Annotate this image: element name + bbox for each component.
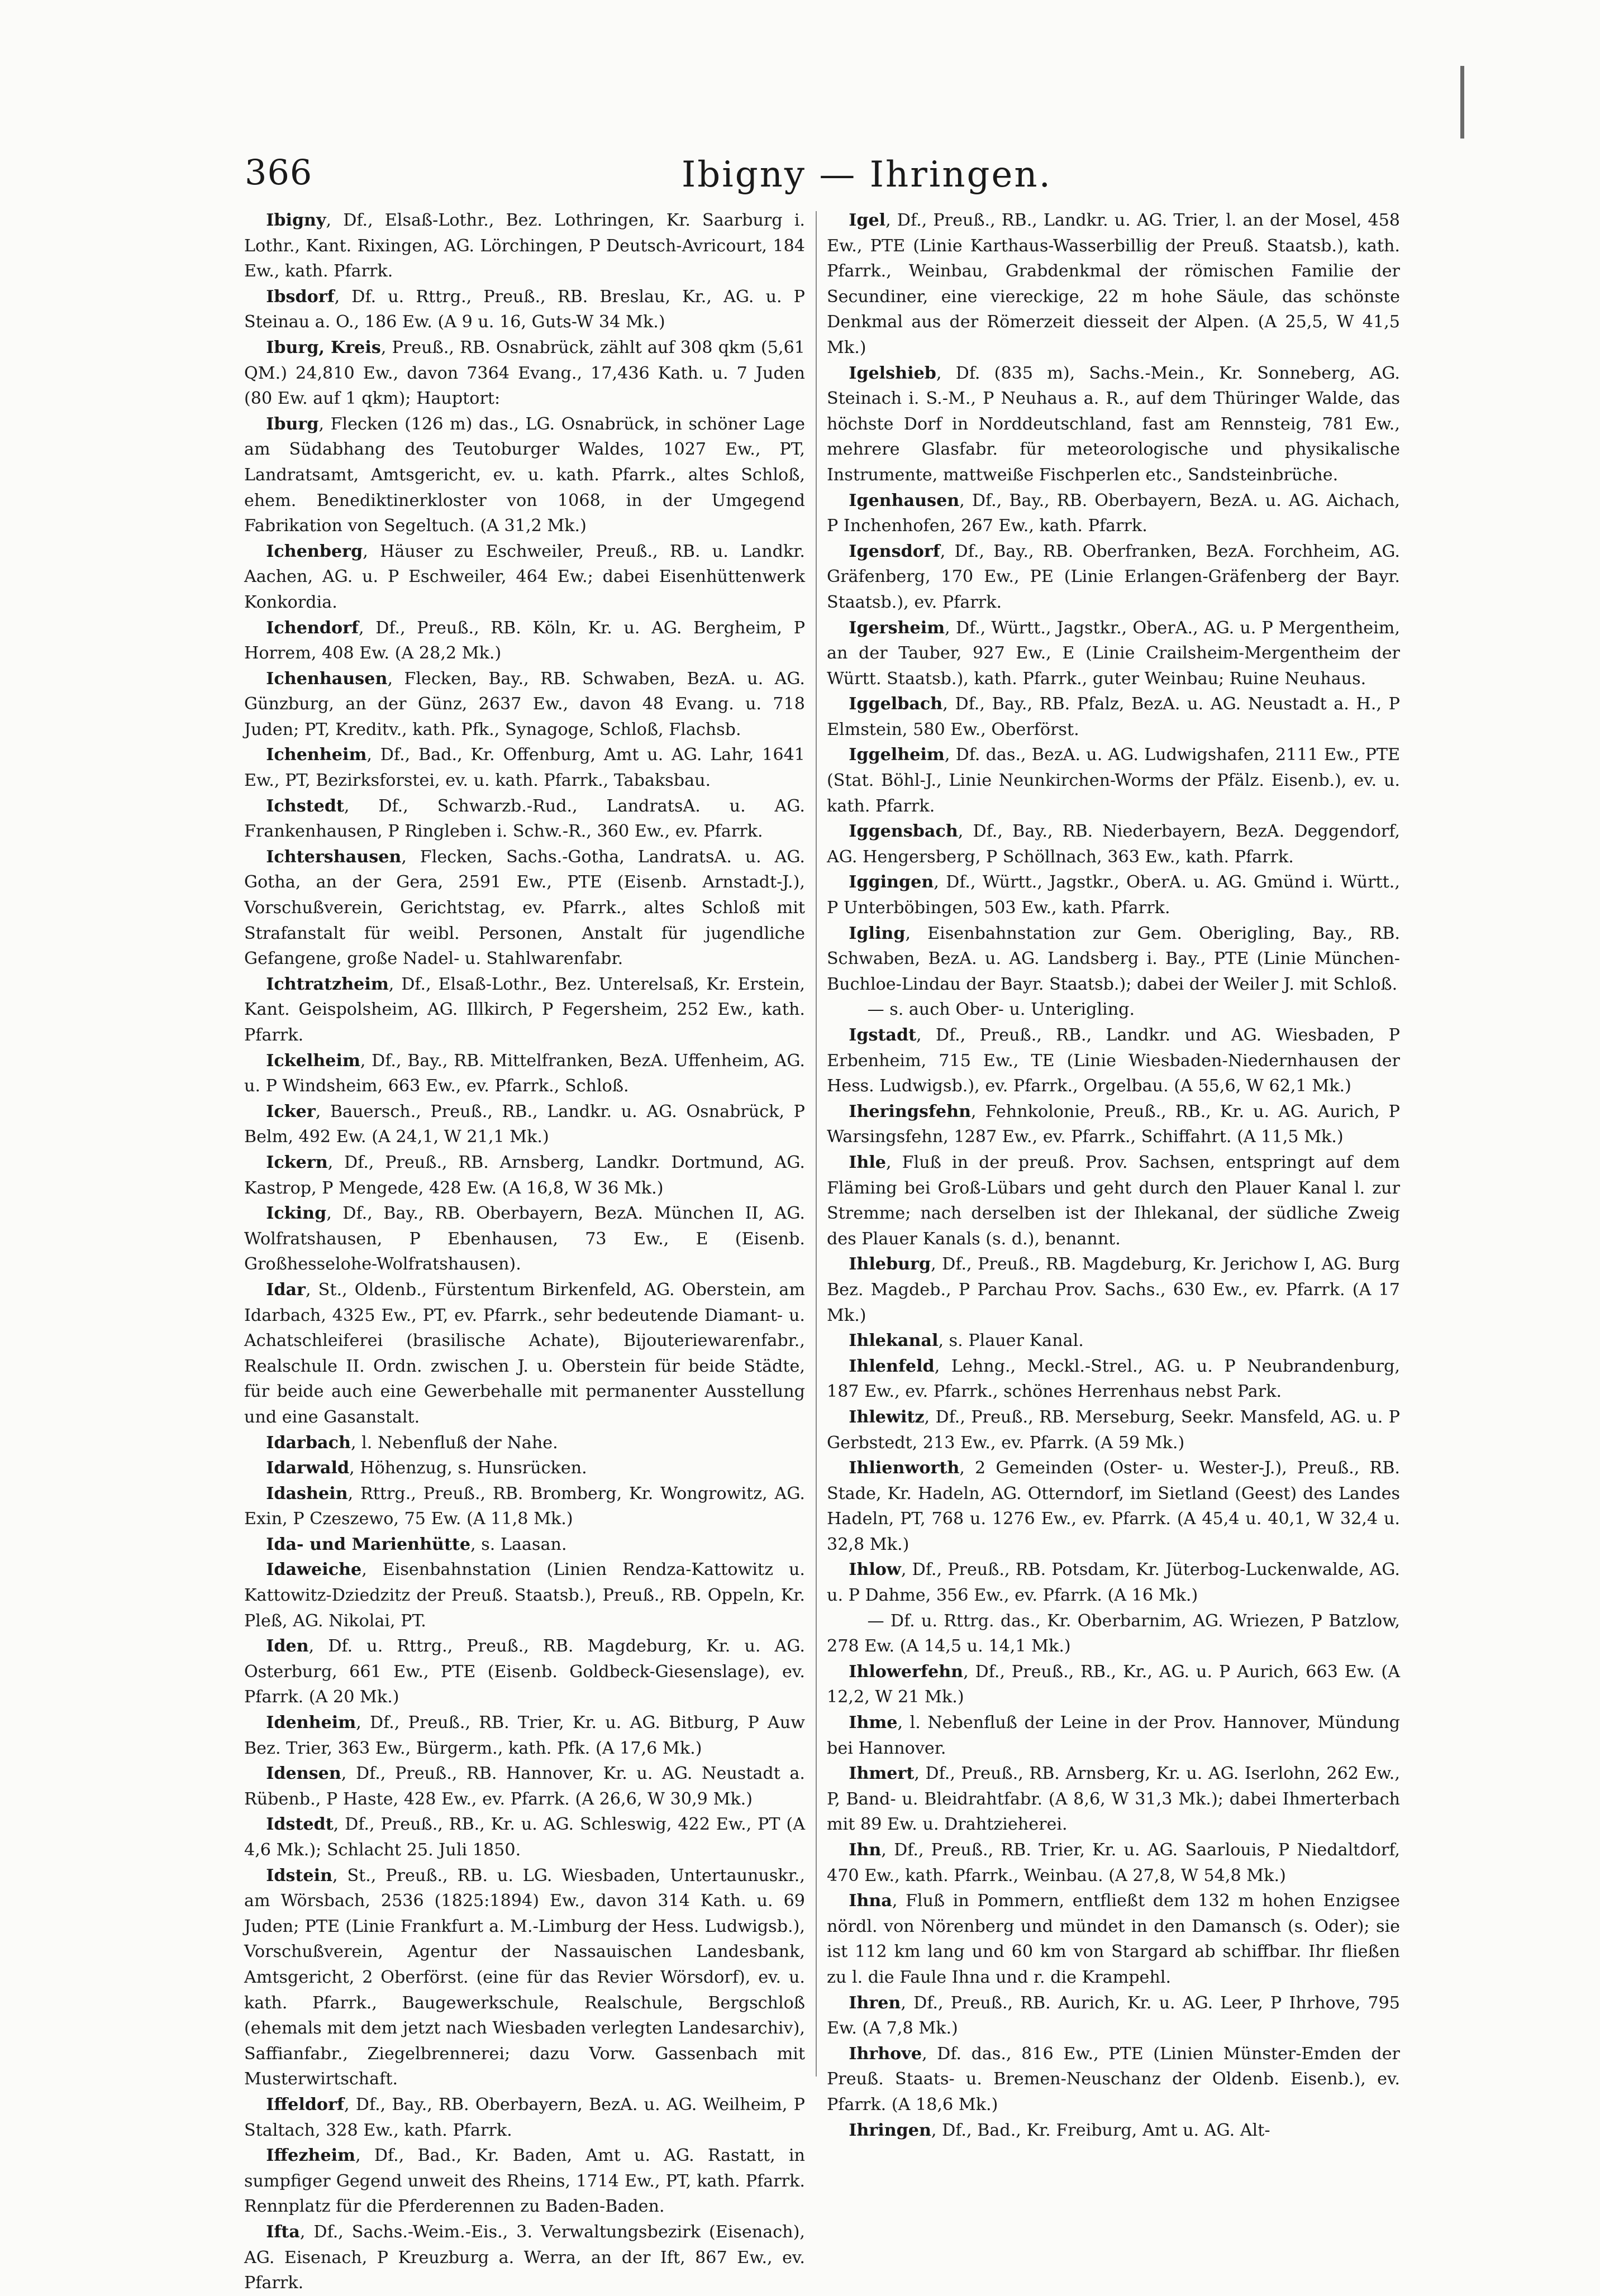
entry-headword: Ihn bbox=[849, 1840, 882, 1860]
entry-headword: Ichenheim bbox=[266, 745, 367, 765]
entry-headword: Igensdorf bbox=[849, 541, 940, 561]
dictionary-entry bbox=[827, 361, 1400, 488]
entry-text: , Df., Bay., RB. Mittelfranken, BezA. Uffenheim, AG. u. P Windsheim, 663 Ew., ev. Pfarrk., Schloß. bbox=[244, 1051, 805, 1096]
entry-text: , Df., Elsaß-Lothr., Bez. Lothringen, Kr. Saarburg i. Lothr., Kant. Rixingen, AG. Lörchingen, P Deutsch-Avricourt, 184 Ew., kath. Pfarrk. bbox=[244, 211, 805, 281]
entry-headword: Idarbach bbox=[266, 1433, 351, 1453]
entry-text: , s. Laasan. bbox=[470, 1534, 567, 1554]
dictionary-entry bbox=[244, 972, 805, 1048]
dictionary-entry bbox=[244, 1863, 805, 2092]
binding-margin-mark bbox=[1460, 66, 1464, 139]
dictionary-entry bbox=[827, 539, 1400, 615]
dictionary-entry bbox=[827, 1099, 1400, 1150]
entry-text: , Df., Bay., RB. Oberfranken, BezA. Forchheim, AG. Gräfenberg, 170 Ew., PE (Linie Erlangen-Gräfenberg der Bayr. Staatsb.), ev. Pfarrk. bbox=[827, 541, 1400, 612]
entry-text: , Flecken (126 m) das., LG. Osnabrück, in schöner Lage am Südabhang des Teutoburger Waldes, 1027 Ew., PT, Landratsamt, Amtsgericht, ev. u. kath. Pfarrk., altes Schloß, ehem. Benediktinerkloster von 1068, in der Umgegend Fabrikation von Segeltuch. (A 31,2 Mk.) bbox=[244, 414, 805, 536]
dictionary-entry bbox=[244, 794, 805, 844]
dictionary-entry bbox=[827, 1328, 1400, 1354]
dictionary-entry bbox=[244, 1277, 805, 1430]
entry-text: , Df., Bay., RB. Oberbayern, BezA. München II, AG. Wolfratshausen, P Ebenhausen, 73 Ew., E (Eisenb. Großhesselohe-Wolfratshausen). bbox=[244, 1204, 805, 1275]
dictionary-entry bbox=[827, 1405, 1400, 1455]
entry-headword: Idensen bbox=[266, 1764, 341, 1784]
entry-text: , Fluß in Pommern, entfließt dem 132 m hohen Enzigsee nördl. von Nörenberg und mündet in den Damansch (s. Oder); sie ist 112 km lang und 60 km von Stargard ab schiffbar. Ihr fließen zu l. die Faule Ihna und r. die Krampehl. bbox=[827, 1891, 1400, 1987]
entry-headword: Igstadt bbox=[849, 1025, 917, 1045]
running-head: Ibigny — Ihringen. bbox=[682, 154, 1052, 195]
entry-headword: Icking bbox=[266, 1204, 327, 1224]
dictionary-entry bbox=[827, 997, 1400, 1023]
entry-headword: Ickern bbox=[266, 1152, 328, 1172]
dictionary-entry bbox=[244, 1048, 805, 1099]
entry-text: , Df., Preuß., RB. Aurich, Kr. u. AG. Leer, P Ihrhove, 795 Ew. (A 7,8 Mk.) bbox=[827, 1993, 1400, 2039]
dictionary-entry bbox=[244, 1099, 805, 1150]
dictionary-entry bbox=[827, 1354, 1400, 1405]
entry-text: , Df., Preuß., RB., Landkr. u. AG. Trier, l. an der Mosel, 458 Ew., PTE (Linie Karthaus-Wasserbillig der Preuß. Staatsb.), kath. Pfarrk., Weinbau, Grabdenkmal der römischen Familie der Secundiner, eine viereckige, 22 m hohe Säule, das schönste Denkmal aus der Römerzeit diesseit der Alpen. (A 25,5, W 41,5 Mk.) bbox=[827, 211, 1400, 357]
entry-headword: Iburg bbox=[266, 414, 319, 434]
dictionary-entry bbox=[827, 1557, 1400, 1608]
entry-text: , Df., Preuß., RB. Merseburg, Seekr. Mansfeld, AG. u. P Gerbstedt, 213 Ew., ev. Pfarrk. (A 59 Mk.) bbox=[827, 1407, 1400, 1453]
entry-headword: Idenheim bbox=[266, 1713, 356, 1733]
entry-text: , Df., Württ., Jagstkr., OberA., AG. u. P Mergentheim, an der Tauber, 927 Ew., E (Linie Crailsheim-Mergentheim der Württ. Staatsb.), kath. Pfarrk., guter Weinbau; Ruine Neuhaus. bbox=[827, 618, 1400, 689]
dictionary-entry bbox=[827, 615, 1400, 692]
entry-headword: Ichstedt bbox=[266, 796, 344, 816]
entry-headword: Ibsdorf bbox=[266, 287, 335, 307]
entry-headword: Idstedt bbox=[266, 1815, 334, 1835]
dictionary-entry bbox=[827, 742, 1400, 819]
entry-text: , Df., Preuß., RB., Kr., AG. u. P Aurich, 663 Ew. (A 12,2, W 21 Mk.) bbox=[827, 1662, 1400, 1707]
entry-text: — Df. u. Rttrg. das., Kr. Oberbarnim, AG. Wriezen, P Batzlow, 278 Ew. (A 14,5 u. 14,1 Mk.) bbox=[827, 1611, 1400, 1657]
entry-headword: Idar bbox=[266, 1280, 306, 1300]
dictionary-entry bbox=[827, 921, 1400, 997]
dictionary-entry bbox=[244, 208, 805, 284]
entry-text: , Df. das., BezA. u. AG. Ludwigshafen, 2111 Ew., PTE (Stat. Böhl-J., Linie Neunkirchen-Worms der Pfälz. Eisenb.), ev. u. kath. Pfarrk. bbox=[827, 745, 1400, 816]
dictionary-entry bbox=[827, 2118, 1400, 2144]
entry-text: , 2 Gemeinden (Oster- u. Wester-J.), Preuß., RB. Stade, Kr. Hadeln, AG. Otterndorf, im Sietland (Geest) des Landes Hadeln, PT, 768 u. 1276 Ew., ev. Pfarrk. (A 45,4 u. 40,1, W 32,4 u. 32,8 Mk.) bbox=[827, 1458, 1400, 1554]
entry-headword: Iggelbach bbox=[849, 694, 943, 714]
left-column bbox=[244, 208, 805, 2296]
entry-headword: Iggingen bbox=[849, 872, 934, 892]
dictionary-entry bbox=[827, 1761, 1400, 1837]
dictionary-entry bbox=[244, 1481, 805, 1532]
entry-text: , Df., Preuß., RB., Landkr. und AG. Wiesbaden, P Erbenheim, 715 Ew., TE (Linie Wiesbaden-Niedernhausen der Hess. Ludwigsb.), ev. Pfarrk., Orgelbau. (A 55,6, W 62,1 Mk.) bbox=[827, 1025, 1400, 1096]
entry-text: , Bauersch., Preuß., RB., Landkr. u. AG. Osnabrück, P Belm, 492 Ew. (A 24,1, W 21,1 Mk.) bbox=[244, 1101, 805, 1147]
entry-headword: Ihrhove bbox=[849, 2044, 922, 2064]
dictionary-entry bbox=[827, 691, 1400, 742]
entry-text: , Df., Bay., RB. Oberbayern, BezA. u. AG. Weilheim, P Staltach, 328 Ew., kath. Pfarrk. bbox=[244, 2094, 805, 2140]
dictionary-entry bbox=[827, 1150, 1400, 1252]
entry-text: , Fehnkolonie, Preuß., RB., Kr. u. AG. Aurich, P Warsingsfehn, 1287 Ew., ev. Pfarrk., Schiffahrt. (A 11,5 Mk.) bbox=[827, 1101, 1400, 1147]
entry-text: , s. Plauer Kanal. bbox=[938, 1331, 1084, 1351]
dictionary-entry bbox=[244, 335, 805, 412]
dictionary-entry bbox=[244, 1761, 805, 1812]
entry-text: , Df., Preuß., RB. Hannover, Kr. u. AG. Neustadt a. Rübenb., P Haste, 428 Ew., ev. Pfarrk. (A 26,6, W 30,9 Mk.) bbox=[244, 1764, 805, 1809]
entry-headword: Igling bbox=[849, 923, 906, 943]
entry-text: , Df. u. Rttrg., Preuß., RB. Magdeburg, Kr. u. AG. Osterburg, 661 Ew., PTE (Eisenb. Goldbeck-Giesenslage), ev. Pfarrk. (A 20 Mk.) bbox=[244, 1636, 805, 1707]
dictionary-entry bbox=[244, 615, 805, 666]
entry-headword: Ifta bbox=[266, 2222, 300, 2242]
page-number: 366 bbox=[245, 152, 313, 193]
entry-headword: Idarwald bbox=[266, 1458, 350, 1478]
dictionary-entry bbox=[244, 2143, 805, 2219]
entry-text: , Df., Preuß., RB. Magdeburg, Kr. Jerichow I, AG. Burg Bez. Magdeb., P Parchau Prov. Sachs., 630 Ew., ev. Pfarrk. (A 17 Mk.) bbox=[827, 1254, 1400, 1325]
entry-headword: Igenhausen bbox=[849, 490, 960, 510]
entry-headword: Ichtratzheim bbox=[266, 974, 389, 994]
dictionary-entry bbox=[827, 488, 1400, 539]
dictionary-entry bbox=[244, 844, 805, 972]
dictionary-entry bbox=[827, 1659, 1400, 1710]
entry-text: , Df., Preuß., RB. Arnsberg, Landkr. Dortmund, AG. Kastrop, P Mengede, 428 Ew. (A 16,8, W 36 Mk.) bbox=[244, 1152, 805, 1198]
dictionary-entry bbox=[827, 1710, 1400, 1761]
entry-text: , Df., Preuß., RB. Trier, Kr. u. AG. Saarlouis, P Niedaltdorf, 470 Ew., kath. Pfarrk., Weinbau. (A 27,8, W 54,8 Mk.) bbox=[827, 1840, 1400, 1886]
entry-text: , Df., Preuß., RB., Kr. u. AG. Schleswig, 422 Ew., PT (A 4,6 Mk.); Schlacht 25. Juli 1850. bbox=[244, 1815, 805, 1860]
entry-text: , Df., Preuß., RB. Köln, Kr. u. AG. Bergheim, P Horrem, 408 Ew. (A 28,2 Mk.) bbox=[244, 618, 805, 663]
entry-headword: Ichenberg bbox=[266, 541, 363, 561]
entry-text: , Rttrg., Preuß., RB. Bromberg, Kr. Wongrowitz, AG. Exin, P Czeszewo, 75 Ew. (A 11,8 Mk.) bbox=[244, 1483, 805, 1529]
dictionary-entry bbox=[244, 539, 805, 615]
entry-text: , Eisenbahnstation zur Gem. Oberigling, Bay., RB. Schwaben, BezA. u. AG. Landsberg i. Bay., PTE (Linie München-Buchloe-Lindau der Bayr. Staatsb.); dabei der Weiler J. mit Schloß. bbox=[827, 923, 1400, 994]
entry-text: , Df., Elsaß-Lothr., Bez. Unterelsaß, Kr. Erstein, Kant. Geispolsheim, AG. Illkirch, P Fegersheim, 252 Ew., kath. Pfarrk. bbox=[244, 974, 805, 1045]
entry-text: , Df., Sachs.-Weim.-Eis., 3. Verwaltungsbezirk (Eisenach), AG. Eisenach, P Kreuzburg a. Werra, an der Ift, 867 Ew., ev. Pfarrk. bbox=[244, 2222, 805, 2293]
dictionary-entry bbox=[827, 208, 1400, 361]
entry-headword: Ihlewitz bbox=[849, 1407, 925, 1427]
entry-headword: Ihmert bbox=[849, 1764, 915, 1784]
entry-text: , Df., Bad., Kr. Offenburg, Amt u. AG. Lahr, 1641 Ew., PT, Bezirksforstei, ev. u. kath. Pfarrk., Tabaksbau. bbox=[244, 745, 805, 791]
dictionary-entry bbox=[827, 1455, 1400, 1557]
entry-headword: Idashein bbox=[266, 1483, 348, 1503]
entry-headword: Igel bbox=[849, 211, 886, 230]
dictionary-entry bbox=[244, 1557, 805, 1634]
entry-headword: Iffeldorf bbox=[266, 2094, 344, 2114]
entry-text: , Lehng., Meckl.-Strel., AG. u. P Neubrandenburg, 187 Ew., ev. Pfarrk., schönes Herrenhaus nebst Park. bbox=[827, 1356, 1400, 1402]
entry-headword: Ichtershausen bbox=[266, 847, 402, 867]
dictionary-entry bbox=[244, 1710, 805, 1761]
dictionary-entry bbox=[244, 2219, 805, 2296]
entry-text: , St., Preuß., RB. u. LG. Wiesbaden, Untertaunuskr., am Wörsbach, 2536 (1825:1894) Ew., davon 314 Kath. u. 69 Juden; PTE (Linie Frankfurt a. M.-Limburg der Hess. Ludwigsb.), Vorschußverein, Agentur der Nassauischen Landesbank, Amtsgericht, 2 Oberförst. (eine für das Revier Wörsdorf), ev. u. kath. Pfarrk., Baugewerkschule, Realschule, Bergschloß (ehemals mit dem jetzt nach Wiesbaden verlegten Landesarchiv), Saffianfabr., Ziegelbrennerei; dazu Vorw. Gassenbach mit Musterwirtschaft. bbox=[244, 1865, 805, 2089]
entry-text: , Df. (835 m), Sachs.-Mein., Kr. Sonneberg, AG. Steinach i. S.-M., P Neuhaus a. R., auf dem Thüringer Walde, das höchste Dorf in Norddeutschland, fast am Rennsteig, 781 Ew., mehrere Glasfabr. für meteorologische und physikalische Instrumente, mattweiße Fischperlen etc., Sandsteinbrüche. bbox=[827, 363, 1400, 485]
entry-headword: Ichenhausen bbox=[266, 669, 388, 689]
entry-headword: Ibigny bbox=[266, 211, 326, 230]
entry-headword: Igersheim bbox=[849, 618, 945, 638]
entry-text: , Df. das., 816 Ew., PTE (Linien Münster-Emden der Preuß. Staats- u. Bremen-Neuschanz der Oldenb. Eisenb.), ev. Pfarrk. (A 18,6 Mk.) bbox=[827, 2044, 1400, 2114]
dictionary-entry bbox=[244, 1150, 805, 1201]
entry-text: , Flecken, Bay., RB. Schwaben, BezA. u. AG. Günzburg, an der Günz, 2637 Ew., davon 48 Evang. u. 718 Juden; PT, Kreditv., kath. Pfk., Synagoge, Schloß, Flachsb. bbox=[244, 669, 805, 739]
dictionary-entry bbox=[244, 412, 805, 539]
entry-text: , Df., Bay., RB. Pfalz, BezA. u. AG. Neustadt a. H., P Elmstein, 580 Ew., Oberförst. bbox=[827, 694, 1400, 739]
dictionary-entry bbox=[244, 1201, 805, 1277]
entry-text: , Häuser zu Eschweiler, Preuß., RB. u. Landkr. Aachen, AG. u. P Eschweiler, 464 Ew.; dabei Eisenhüttenwerk Konkordia. bbox=[244, 541, 805, 612]
entry-text: , Df., Preuß., RB. Potsdam, Kr. Jüterbog-Luckenwalde, AG. u. P Dahme, 356 Ew., ev. Pfarrk. (A 16 Mk.) bbox=[827, 1560, 1400, 1606]
dictionary-entry bbox=[827, 1990, 1400, 2041]
entry-headword: Ihlekanal bbox=[849, 1331, 939, 1351]
entry-text: , Eisenbahnstation (Linien Rendza-Kattowitz u. Kattowitz-Dziedzitz der Preuß. Staatsb.), Preuß., RB. Oppeln, Kr. Pleß, AG. Nikolai, PT. bbox=[244, 1560, 805, 1631]
dictionary-entry bbox=[827, 1608, 1400, 1659]
entry-text: , St., Oldenb., Fürstentum Birkenfeld, AG. Oberstein, am Idarbach, 4325 Ew., PT, ev. Pfarrk., sehr bedeutende Diamant- u. Achatschleiferei (brasilische Achate), Bijouteriewarenfabr., Realschule II. Ordn. zwischen J. u. Oberstein für beide Städte, für beide auch eine Gewerbehalle mit permanenter Ausstellung und eine Gasanstalt. bbox=[244, 1280, 805, 1427]
entry-headword: Ihlowerfehn bbox=[849, 1662, 964, 1682]
dictionary-entry bbox=[244, 1634, 805, 1710]
entry-headword: Iheringsfehn bbox=[849, 1101, 972, 1121]
entry-text: , Df., Bad., Kr. Freiburg, Amt u. AG. Alt- bbox=[931, 2120, 1270, 2140]
entry-headword: Ihlenfeld bbox=[849, 1356, 935, 1376]
entry-headword: Ihna bbox=[849, 1891, 892, 1911]
dictionary-entry bbox=[827, 1252, 1400, 1328]
entry-headword: Ihle bbox=[849, 1152, 886, 1172]
right-column bbox=[827, 208, 1400, 2143]
entry-headword: Ihlow bbox=[849, 1560, 901, 1580]
dictionary-entry bbox=[827, 819, 1400, 870]
dictionary-entry bbox=[827, 870, 1400, 920]
entry-headword: Ida- und Marienhütte bbox=[266, 1534, 471, 1554]
dictionary-entry bbox=[244, 1812, 805, 1863]
entry-text: , Df., Württ., Jagstkr., OberA. u. AG. Gmünd i. Württ., P Unterböbingen, 503 Ew., kath. Pfarrk. bbox=[827, 872, 1400, 918]
entry-text: — s. auch Ober- u. Unterigling. bbox=[867, 1000, 1135, 1020]
dictionary-entry bbox=[827, 1837, 1400, 1888]
entry-headword: Icker bbox=[266, 1101, 316, 1121]
entry-headword: Ichendorf bbox=[266, 618, 359, 638]
entry-text: , l. Nebenfluß der Leine in der Prov. Hannover, Mündung bei Hannover. bbox=[827, 1713, 1400, 1758]
entry-text: , Df., Schwarzb.-Rud., LandratsA. u. AG. Frankenhausen, P Ringleben i. Schw.-R., 360 Ew., ev. Pfarrk. bbox=[244, 796, 805, 842]
dictionary-entry bbox=[244, 1455, 805, 1481]
entry-text: , Flecken, Sachs.-Gotha, LandratsA. u. AG. Gotha, an der Gera, 2591 Ew., PTE (Eisenb. Arnstadt-J.), Vorschußverein, Gerichtstag, ev. Pfarrk., altes Schloß mit Strafanstalt für weibl. Personen, Anstalt für jugendliche Gefangene, große Nadel- u. Stahlwarenfabr. bbox=[244, 847, 805, 969]
entry-text: , Df., Bad., Kr. Baden, Amt u. AG. Rastatt, in sumpfiger Gegend unweit des Rheins, 1714 Ew., PT, kath. Pfarrk. Rennplatz für die Pferderennen zu Baden-Baden. bbox=[244, 2146, 805, 2217]
entry-text: , Höhenzug, s. Hunsrücken. bbox=[349, 1458, 587, 1478]
entry-headword: Ihren bbox=[849, 1993, 901, 2013]
entry-headword: Ihringen bbox=[849, 2120, 931, 2140]
entry-text: , l. Nebenfluß der Nahe. bbox=[350, 1433, 558, 1453]
entry-headword: Iffezheim bbox=[266, 2146, 356, 2166]
entry-headword: Idaweiche bbox=[266, 1560, 362, 1580]
entry-text: , Df., Bay., RB. Niederbayern, BezA. Deggendorf, AG. Hengersberg, P Schöllnach, 363 Ew., kath. Pfarrk. bbox=[827, 822, 1400, 867]
entry-headword: Iggensbach bbox=[849, 822, 958, 842]
column-divider bbox=[816, 211, 817, 2077]
entry-headword: Ickelheim bbox=[266, 1051, 360, 1071]
entry-text: , Fluß in der preuß. Prov. Sachsen, entspringt auf dem Fläming bei Groß-Lübars und geht durch den Plauer Kanal l. zur Stremme; nach derselben ist der Ihlekanal, der südliche Zweig des Plauer Kanals (s. d.), benannt. bbox=[827, 1152, 1400, 1249]
entry-text: , Df., Preuß., RB. Arnsberg, Kr. u. AG. Iserlohn, 262 Ew., P, Band- u. Bleidrahtfabr. (A 8,6, W 31,3 Mk.); dabei Ihmerterbach mit 89 Ew. u. Drahtzieherei. bbox=[827, 1764, 1400, 1835]
entry-headword: Iggelheim bbox=[849, 745, 945, 765]
dictionary-entry bbox=[244, 666, 805, 743]
entry-text: , Df. u. Rttrg., Preuß., RB. Breslau, Kr., AG. u. P Steinau a. O., 186 Ew. (A 9 u. 16, Guts-W 34 Mk.) bbox=[244, 287, 805, 332]
entry-text: , Df., Bay., RB. Oberbayern, BezA. u. AG. Aichach, P Inchenhofen, 267 Ew., kath. Pfarrk. bbox=[827, 490, 1400, 536]
entry-headword: Ihme bbox=[849, 1713, 898, 1733]
dictionary-entry bbox=[244, 1532, 805, 1558]
entry-headword: Ihlienworth bbox=[849, 1458, 960, 1478]
dictionary-entry bbox=[244, 284, 805, 335]
entry-headword: Iburg, Kreis bbox=[266, 337, 381, 357]
entry-text: , Df., Preuß., RB. Trier, Kr. u. AG. Bitburg, P Auw Bez. Trier, 363 Ew., Bürgerm., kath. Pfk. (A 17,6 Mk.) bbox=[244, 1713, 805, 1758]
entry-headword: Idstein bbox=[266, 1865, 333, 1886]
dictionary-entry bbox=[827, 1023, 1400, 1099]
dictionary-entry bbox=[827, 1888, 1400, 1990]
entry-headword: Igelshieb bbox=[849, 363, 936, 383]
dictionary-entry bbox=[244, 1430, 805, 1456]
dictionary-entry bbox=[244, 742, 805, 793]
dictionary-entry bbox=[244, 2092, 805, 2143]
entry-text: , Preuß., RB. Osnabrück, zählt auf 308 qkm (5,61 QM.) 24,810 Ew., davon 7364 Evang., 17,436 Kath. u. 7 Juden (80 Ew. auf 1 qkm); Hauptort: bbox=[244, 337, 805, 409]
entry-headword: Ihleburg bbox=[849, 1254, 931, 1275]
entry-headword: Iden bbox=[266, 1636, 309, 1657]
dictionary-entry bbox=[827, 2041, 1400, 2118]
